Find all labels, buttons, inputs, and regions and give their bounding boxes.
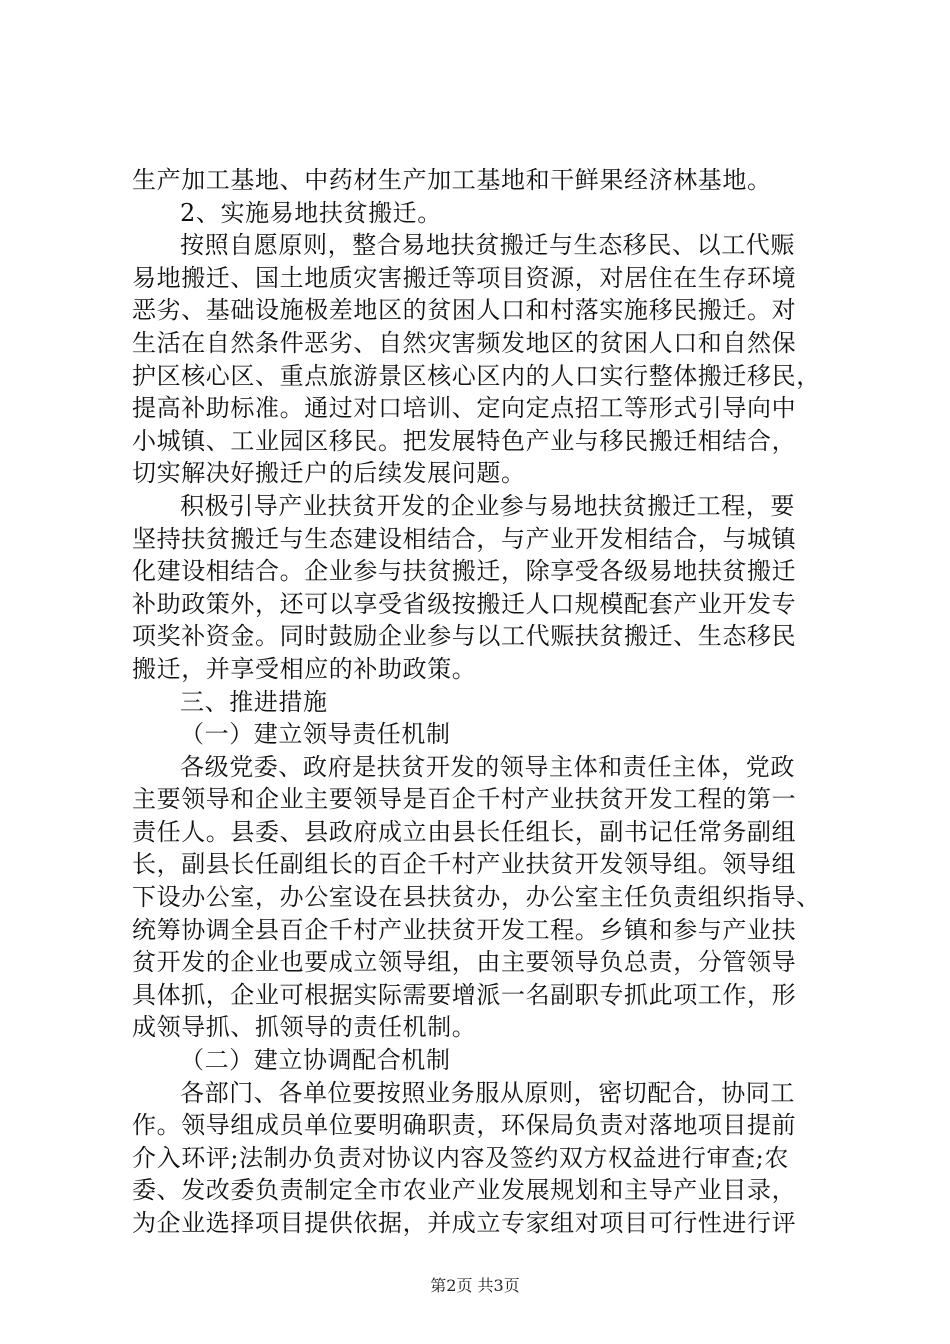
text-line: 生产加工基地、中药材生产加工基地和干鲜果经济林基地。 [132,166,772,194]
text-line: 切实解决好搬迁户的后续发展问题。 [132,459,526,488]
text-line: 易地搬迁、国土地质灾害搬迁等项目资源，对居住在生存环境 [132,263,797,292]
page-footer: 第2页 共3页 [430,1276,520,1295]
text-line: 化建设相结合。企业参与扶贫搬迁，除享受各级易地扶贫搬迁 [132,557,797,586]
text-line: 为企业选择项目提供依据，并成立专家组对项目可行性进行评 [132,1209,797,1237]
text-line: 介入环评;法制办负责对协议内容及签约双方权益进行审查;农 [132,1143,789,1172]
text-line: 生活在自然条件恶劣、自然灾害频发地区的贫困人口和自然保 [132,328,797,357]
text-line: 补助政策外，还可以享受省级按搬迁人口规模配套产业开发专 [132,589,797,618]
text-line: 贫开发的企业也要成立领导组，由主要领导负总责，分管领导 [132,948,797,977]
text-line: 提高补助标准。通过对口培训、定向定点招工等形式引导向中 [132,394,797,423]
text-line: 小城镇、工业园区移民。把发展特色产业与移民搬迁相结合， [132,426,797,455]
paragraph-first-line: 按照自愿原则，整合易地扶贫搬迁与生态移民、以工代赈 [180,231,795,260]
paragraph-first-line: 积极引导产业扶贫开发的企业参与易地扶贫搬迁工程，要 [180,491,795,520]
text-line: 护区核心区、重点旅游景区核心区内的人口实行整体搬迁移民， [132,361,821,390]
text-line: 长，副县长任副组长的百企千村产业扶贫开发领导组。领导组 [132,850,797,879]
subsection-heading: （一）建立领导责任机制 [180,720,451,749]
text-line: 主要领导和企业主要领导是百企千村产业扶贫开发工程的第一 [132,785,797,814]
text-line: 作。领导组成员单位要明确职责，环保局负责对落地项目提前 [132,1111,797,1140]
text-line: 恶劣、基础设施极差地区的贫困人口和村落实施移民搬迁。对 [132,296,797,325]
text-line: 委、发改委负责制定全市农业产业发展规划和主导产业目录， [132,1176,797,1205]
text-line: 坚持扶贫搬迁与生态建设相结合，与产业开发相结合，与城镇 [132,524,797,553]
paragraph-first-line: 各级党委、政府是扶贫开发的领导主体和责任主体，党政 [180,752,795,781]
subsection-heading: （二）建立协调配合机制 [180,1046,451,1075]
text-line: 下设办公室，办公室设在县扶贫办，办公室主任负责组织指导、 [132,883,821,912]
paragraph-first-line: 各部门、各单位要按照业务服从原则，密切配合，协同工 [180,1078,795,1107]
text-line: 搬迁，并享受相应的补助政策。 [132,654,477,683]
section-heading: 三、推进措施 [180,687,328,716]
text-line: 项奖补资金。同时鼓励企业参与以工代赈扶贫搬迁、生态移民 [132,622,797,651]
text-line: 具体抓，企业可根据实际需要增派一名副职专抓此项工作，形 [132,980,797,1009]
body-text [132,164,832,1240]
subheading-line: 2、实施易地扶贫搬迁。 [180,198,442,227]
text-line: 成领导抓、抓领导的责任机制。 [132,1013,477,1042]
text-line: 责任人。县委、县政府成立由县长任组长，副书记任常务副组 [132,817,797,846]
text-line: 统筹协调全县百企千村产业扶贫开发工程。乡镇和参与产业扶 [132,915,797,944]
